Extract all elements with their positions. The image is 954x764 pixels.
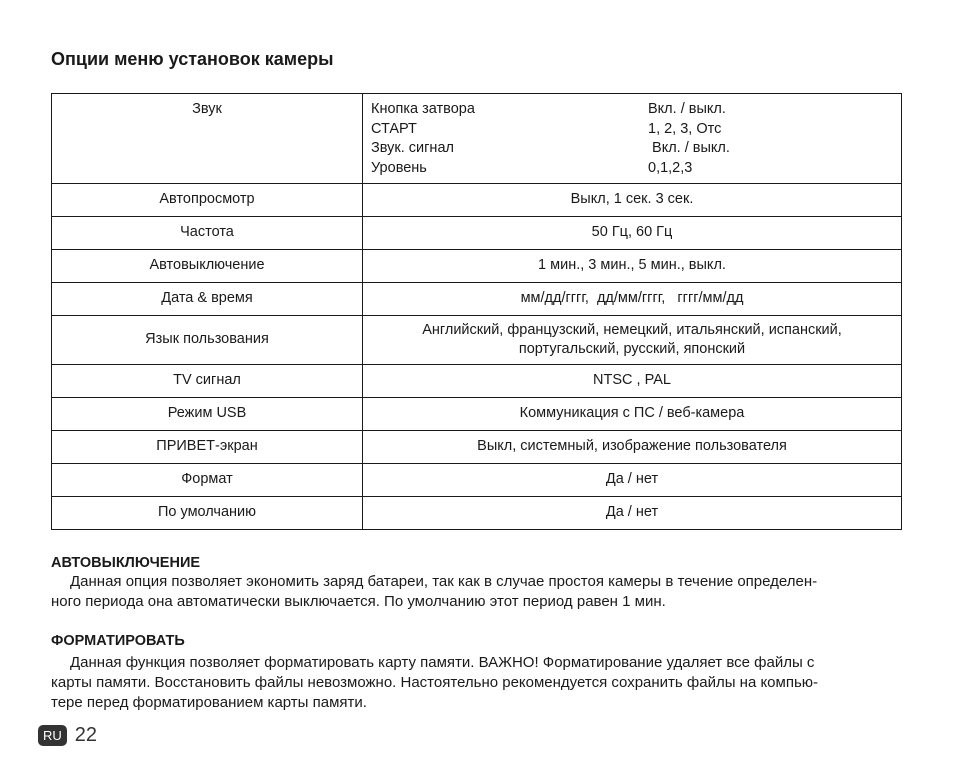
row-value: NTSC , PAL <box>363 365 902 398</box>
text-line: Данная опция позволяет экономить заряд батареи, так как в случае простоя камеры в течение определен- <box>70 573 818 590</box>
text-line: ного периода она автоматически выключается. По умолчанию этот период равен 1 мин. <box>51 593 666 610</box>
page-number: 22 <box>74 724 98 746</box>
row-value: Да / нет <box>363 464 902 497</box>
row-value: 1 мин., 3 мин., 5 мин., выкл. <box>363 250 902 283</box>
table-row <box>52 398 902 431</box>
table-row <box>52 365 902 398</box>
section-heading-autooff: АВТОВЫКЛЮЧЕНИЕ <box>51 555 201 571</box>
row-label: Дата & время <box>52 283 363 316</box>
sub-name: Звук. сигнал <box>371 140 454 156</box>
text-line: тере перед форматированием карты памяти. <box>51 694 367 711</box>
sound-options <box>363 94 902 184</box>
row-label: Формат <box>52 464 363 497</box>
sub-value: Вкл. / выкл. <box>648 140 730 156</box>
row-value-line: португальский, русский, японский <box>518 341 746 357</box>
table-row <box>52 250 902 283</box>
row-label: Режим USB <box>52 398 363 431</box>
table-row <box>52 464 902 497</box>
sound-sub-row <box>371 100 893 120</box>
row-label: По умолчанию <box>52 497 363 530</box>
section-text-format <box>51 653 904 713</box>
row-label: Автопросмотр <box>52 184 363 217</box>
row-value: Коммуникация с ПС / веб-камера <box>363 398 902 431</box>
sub-name: Уровень <box>371 159 427 176</box>
table-row <box>52 94 902 184</box>
row-value-line: Английский, французский, немецкий, итальянский, испанский, <box>422 321 842 338</box>
page-footer <box>38 724 97 747</box>
table-row <box>52 431 902 464</box>
row-value: 50 Гц, 60 Гц <box>363 217 902 250</box>
table-row <box>52 497 902 530</box>
table-row <box>52 316 902 365</box>
page-title: Опции меню установок камеры <box>51 49 334 69</box>
row-label: Язык пользования <box>52 316 363 365</box>
row-value: мм/дд/гггг, дд/мм/гггг, гггг/мм/дд <box>363 283 902 316</box>
row-value <box>363 316 902 365</box>
row-value: Выкл, 1 сек. 3 сек. <box>363 184 902 217</box>
table-row <box>52 184 902 217</box>
row-label: Частота <box>52 217 363 250</box>
sub-name: Кнопка затвора <box>371 101 475 117</box>
sub-value: Вкл. / выкл. <box>648 101 726 117</box>
sound-sub-row <box>371 159 893 179</box>
row-label: Звук <box>52 94 363 184</box>
row-label: TV сигнал <box>52 365 363 398</box>
sound-sub-row <box>371 120 893 140</box>
language-badge: RU <box>38 725 67 746</box>
section-text-autooff <box>51 572 904 612</box>
section-heading-format: ФОРМАТИРОВАТЬ <box>51 633 185 649</box>
sound-sub-row <box>371 139 893 159</box>
row-value: Да / нет <box>363 497 902 530</box>
text-line: Данная функция позволяет форматировать карту памяти. ВАЖНО! Форматирование удаляет все файлы с <box>70 654 815 671</box>
sub-name: СТАРТ <box>371 120 417 137</box>
sub-value: 1, 2, 3, Отс <box>648 120 722 137</box>
table-row <box>52 217 902 250</box>
text-line: карты памяти. Восстановить файлы невозможно. Настоятельно рекомендуется сохранить файлы на компью- <box>51 674 819 691</box>
row-value: Выкл, системный, изображение пользователя <box>363 431 902 464</box>
row-label: ПРИВЕТ-экран <box>52 431 363 464</box>
sub-value: 0,1,2,3 <box>648 159 693 176</box>
row-label: Автовыключение <box>52 250 363 283</box>
table-row <box>52 283 902 316</box>
settings-table <box>51 93 902 530</box>
